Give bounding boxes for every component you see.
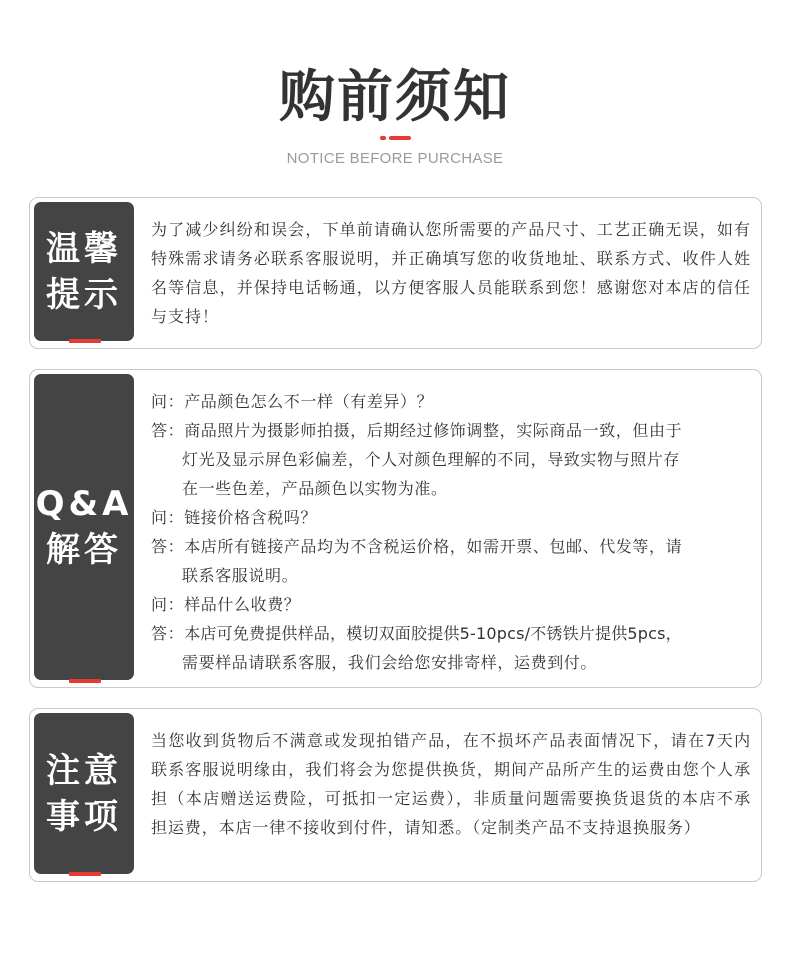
qa-prefix: 问： — [151, 595, 185, 614]
qa-prefix: 答： — [151, 421, 185, 440]
title-accent-line — [389, 136, 411, 140]
notes-badge — [34, 713, 134, 874]
qa-prefix: 答： — [151, 624, 185, 643]
qa-list — [151, 387, 751, 677]
warm-tips-badge-label: 温馨 提示 — [46, 228, 122, 315]
qa-prefix: 问： — [151, 508, 185, 527]
warm-tips-badge-accent — [69, 339, 101, 343]
qa-answer-continued: 联系客服说明。 — [182, 566, 299, 585]
warm-tips-text: 为了减少纠纷和误会，下单前请确认您所需要的产品尺寸、工艺正确无误，如有特殊需求请务必联系客服说明，并正确填写您的收货地址、联系方式、收件人姓名等信息，并保持电话畅通，以方便客服人员能联系到您！感谢您对本店的信任与支持！ — [151, 220, 751, 326]
page-title: 购前须知 — [279, 65, 511, 130]
qa-text: 样品什么收费？ — [184, 595, 301, 614]
qa-question — [151, 387, 751, 416]
qa-badge-accent — [69, 679, 101, 683]
qa-text: 本店可免费提供样品，模切双面胶提供5-10pcs/不锈铁片提供5pcs， — [184, 624, 682, 643]
qa-answer-continued: 需要样品请联系客服，我们会给您安排寄样，运费到付。 — [182, 653, 598, 672]
qa-prefix: 问： — [151, 392, 185, 411]
warm-tips-card — [29, 197, 762, 349]
page-subtitle: NOTICE BEFORE PURCHASE — [286, 150, 504, 167]
qa-prefix: 答： — [151, 537, 185, 556]
qa-answer — [151, 532, 751, 561]
notes-card — [29, 708, 762, 882]
qa-text: 商品照片为摄影师拍摄，后期经过修饰调整，实际商品一致，但由于 — [184, 421, 683, 440]
qa-answer — [151, 619, 751, 648]
notes-badge-accent — [69, 872, 101, 876]
qa-answer — [151, 416, 751, 445]
qa-badge-label: Q&A 解答 — [35, 484, 133, 570]
qa-question — [151, 503, 751, 532]
qa-text: 产品颜色怎么不一样（有差异）？ — [184, 392, 434, 411]
qa-question — [151, 590, 751, 619]
qa-text: 本店所有链接产品均为不含税运价格，如需开票、包邮、代发等，请 — [184, 537, 683, 556]
notes-text: 当您收到货物后不满意或发现拍错产品，在不损坏产品表面情况下，请在7天内联系客服说明缘由，我们将会为您提供换货，期间产品所产生的运费由您个人承担（本店赠送运费险，可抵扣一定运费），非质量问题需要换货退货的本店不承担运费，本店一律不接收到付件，请知悉。（定制类产品不支持退换服务） — [151, 731, 751, 837]
warm-tips-badge — [34, 202, 134, 341]
qa-badge — [34, 374, 134, 680]
qa-answer-continued: 灯光及显示屏色彩偏差，个人对颜色理解的不同，导致实物与照片存 — [182, 450, 681, 469]
notes-badge-label: 注意 事项 — [46, 750, 122, 837]
qa-answer-continued: 在一些色差，产品颜色以实物为准。 — [182, 479, 448, 498]
qa-text: 链接价格含税吗？ — [184, 508, 318, 527]
qa-card — [29, 369, 762, 688]
title-accent-dot — [380, 136, 386, 140]
